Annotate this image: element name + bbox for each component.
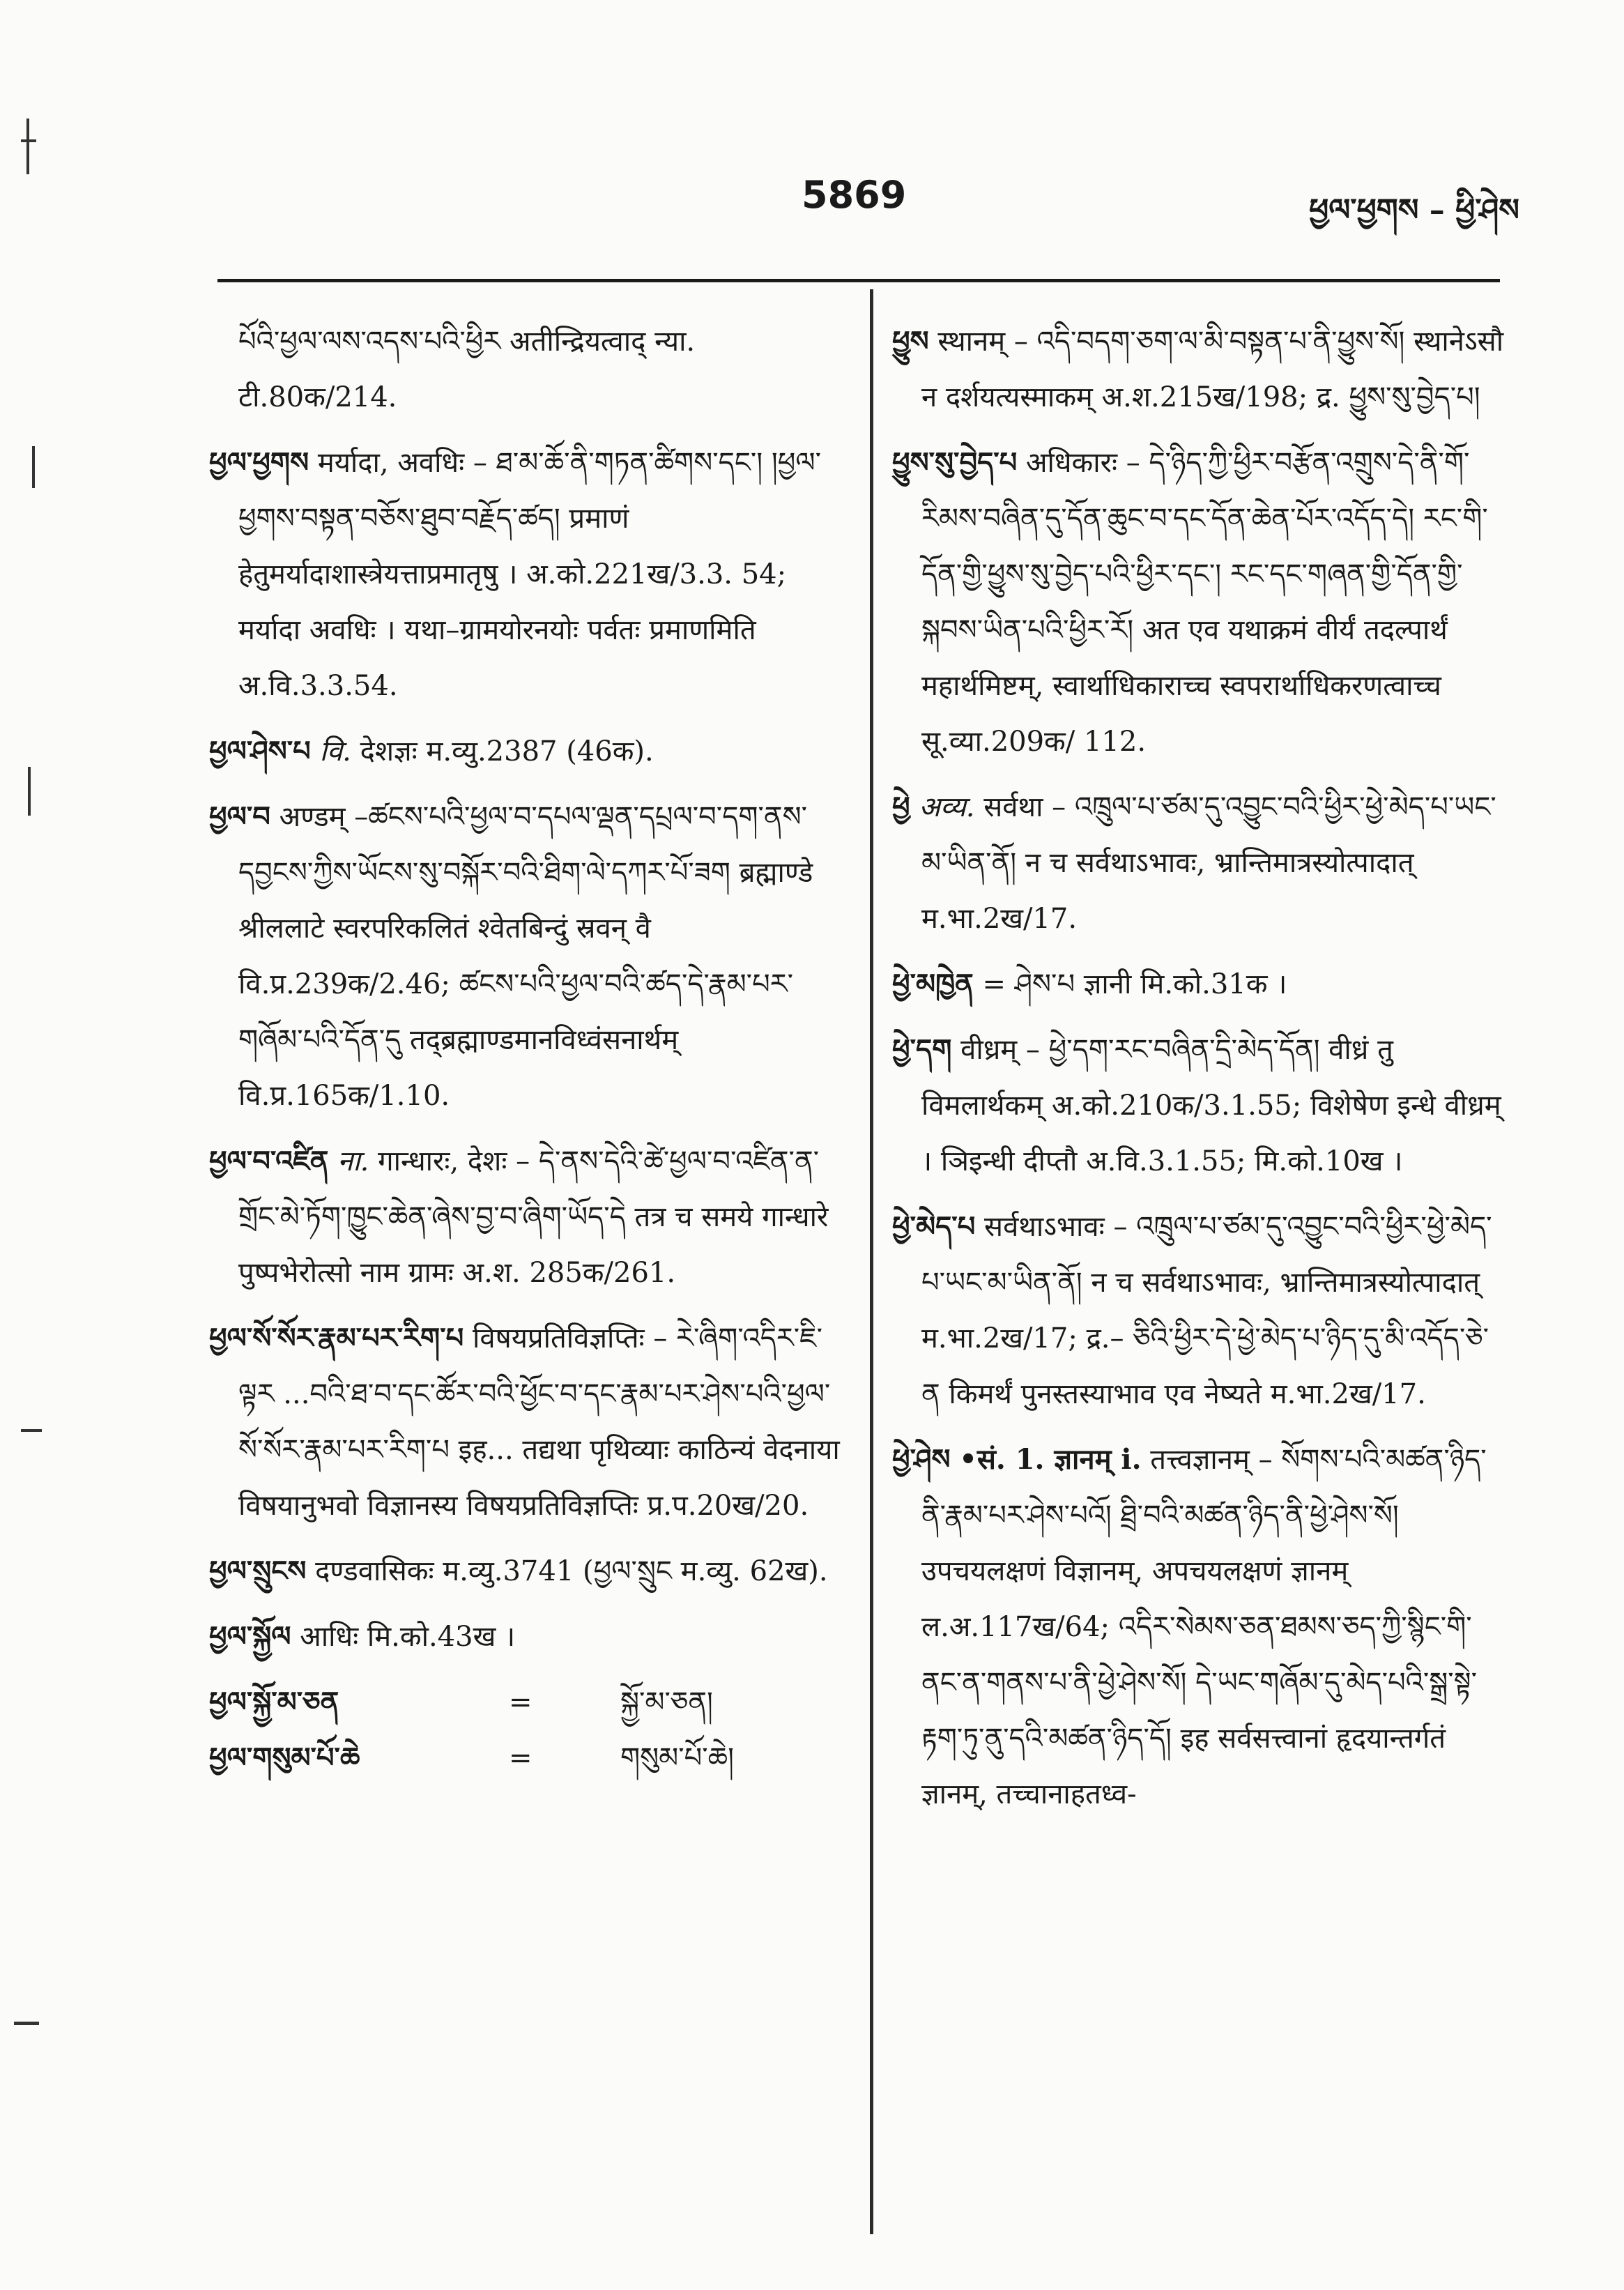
headword: ཕྱུས་སུ་བྱེད་པ — [892, 446, 1018, 479]
cross-reference — [209, 1674, 840, 1730]
header-rule — [217, 279, 1500, 282]
entry-body: वीध्रम् – ཕྱེ་དག་རང་བཞིན་དྲི་མེད་དོན། वीध्रं तु विमलार्थकम् अ.को.210क/3.1.55; विशेषेण इन्धे वीध्रम् । ञिइन्धी दीप्तौ अ.वि.3.1.55; मि.को.10ख । — [921, 1034, 1501, 1177]
entry-body: सर्वथाऽभावः – འཁྲུལ་པ་ཙམ་དུ་འབྱུང་བའི་ཕྱིར་ཕྱེ་མེད་པ་ཡང་མ་ཡིན་ནོ། न च सर्वथाऽभावः, भ्रान्तिमात्रस्योत्पादात् म.भा.2ख/17; द्र.– ཅིའི་ཕྱིར་དེ་ཕྱེ་མེད་པ་ཉིད་དུ་མི་འདོད་ཅེ་ན किमर्थं पुनस्तस्याभाव एव नेष्यते म.भा.2ख/17. — [921, 1211, 1492, 1410]
entry-body: विषयप्रतिविज्ञप्तिः – རེ་ཞིག་འདིར་ཇི་ལྟར ...བའི་ཐ་བ་དང་ཚོར་བའི་ཕྱོང་བ་དང་རྣམ་པར་ཤེས་པའི་ཕྱལ་སོ་སོར་རྣམ་པར་རིག་པ इह... तद्यथा पृथिव्याः काठिन्यं वेदनाया विषयानुभवो विज्ञानस्य विषयप्रतिविज्ञप्तिः प्र.प.20ख/20. — [238, 1322, 840, 1522]
sense-label: •सं. 1. ज्ञानम् i. — [959, 1443, 1142, 1476]
entry-body: अधिकारः – དེ་ཉིད་ཀྱི་ཕྱིར་བརྩོན་འགྲུས་དེ་ནི་གོ་རིམས་བཞིན་དུ་དོན་ཆུང་བ་དང་དོན་ཆེན་པོར་འདོད་དེ། རང་གི་དོན་གྱི་ཕྱུས་སུ་བྱེད་པའི་ཕྱིར་དང་། རང་དང་གཞན་གྱི་དོན་གྱི་སྐབས་ཡིན་པའི་ཕྱིར་རོ། अत एव यथाक्रमं वीर्यं तदल्पार्थं महार्थमिष्टम्, स्वार्थाधिकाराच्च स्वपरार्थाधिकरणत्वाच्च सू.व्या.209क/ 112. — [921, 447, 1488, 758]
xref-term: ཕྱལ་སྐྱོ་མ་ཅན — [209, 1686, 339, 1718]
headword: ཕྱལ་ཕྱགས — [209, 446, 309, 479]
entry-continuation: པོའི་ཕྱལ་ལས་འདས་པའི་ཕྱིར अतीन्द्रियत्वाद् न्या. टी.80क/214. — [238, 326, 696, 413]
xref-equals: = — [509, 1686, 533, 1718]
entry-body: देशज्ञः म.व्यु.2387 (46क). — [360, 735, 654, 768]
scan-mark — [28, 767, 31, 816]
entry-body: तत्त्वज्ञानम् – སོགས་པའི་མཚན་ཉིད་ནི་རྣམ་པར་ཤེས་པའོ། ཐྲི་བའི་མཚན་ཉིད་ནི་ཕྱེ་ཤེས་སོ། उपचयलक्षणं विज्ञानम्, अपचयलक्षणं ज्ञानम् ल.अ.117ख/64; འདིར་སེམས་ཅན་ཐམས་ཅད་ཀྱི་སྙིང་གི་ནང་ན་གནས་པ་ནི་ཕྱེ་ཤེས་སོ། དེ་ཡང་གཞོམ་དུ་མེད་པའི་སྒྲ་སྟེ་རྟག་ཏུ་ནུ་དའི་མཚན་ཉིད་དོ། इह सर्वसत्त्वानां हृदयान्तर्गतं ज्ञानम्, तच्चानाहतध्व- — [921, 1444, 1487, 1810]
dictionary-entry — [892, 435, 1506, 770]
running-head: ཕྱལ་ཕྱགས – ཕྱི་ཤེས — [1309, 192, 1519, 228]
headword: ཕྱལ་སྐྱོལ — [209, 1620, 291, 1653]
dictionary-entry — [209, 724, 840, 779]
headword: ཕྱུས — [892, 325, 929, 358]
dictionary-entry — [209, 1311, 840, 1534]
dictionary-entry — [892, 1199, 1506, 1422]
grammar-label: अव्य. — [919, 791, 975, 823]
headword: ཕྱལ་སོ་སོར་རྣམ་པར་རིག་པ — [209, 1322, 464, 1354]
scan-mark — [26, 119, 29, 174]
entry-body: आधिः मि.को.43ख । — [300, 1621, 516, 1653]
headword: ཕྱེ་དག — [892, 1033, 952, 1066]
scan-mark — [32, 446, 35, 488]
headword: ཕྱལ་ཤེས་པ — [209, 735, 311, 768]
dictionary-entry — [892, 1432, 1506, 1822]
headword: ཕྱལ་སྲུངས — [209, 1555, 307, 1587]
headword: ཕྱེ་ཤེས — [892, 1443, 951, 1476]
entry-body: = ཤེས་པ ज्ञानी मि.को.31क । — [982, 968, 1287, 1000]
dictionary-entry — [892, 779, 1506, 947]
headword: ཕྱེ་མེད་པ — [892, 1210, 976, 1243]
page-number: 5869 — [802, 173, 907, 217]
grammar-label: वि. — [319, 735, 351, 768]
scan-mark — [14, 2022, 39, 2025]
dictionary-entry — [892, 314, 1506, 425]
entry-body: मर्यादा, अवधिः – ཐ་མ་ཆོ་ནི་གཏན་ཚིགས་དང་། །ཕྱལ་ཕྱགས་བསྟན་བཅོས་ཐུབ་བརྗོད་ཚད། प्रमाणं हेतुमर्यादाशास्त्रेयत्ताप्रमातृषु । अ.को.221ख/3.3. 54; मर्यादा अवधिः । यथा–ग्रामयोरनयोः पर्वतः प्रमाणमिति अ.वि.3.3.54. — [238, 447, 821, 702]
headword: ཕྱལ་བ་འཛིན — [209, 1145, 329, 1177]
dictionary-entry — [892, 956, 1506, 1012]
dictionary-entry — [209, 789, 840, 1124]
entry-body: गान्धारः, देशः – དེ་ནས་དེའི་ཚེ་ཕྱལ་བ་འཛིན་ན་གྲོང་མེ་ཏོག་ཁྱུང་ཆེན་ཞེས་བྱ་བ་ཞིག་ཡོད་དེ तत्र च समये गान्धारे पुष्पभेरोत्सो नाम ग्रामः अ.श. 285क/261. — [238, 1145, 829, 1289]
xref-target: སྐྱོ་མ་ཅན། — [620, 1686, 713, 1718]
headword: ཕྱེ — [892, 791, 910, 823]
xref-target: གསུམ་པོ་ཆེ། — [620, 1742, 735, 1774]
headword: ཕྱལ་བ — [209, 800, 270, 833]
scan-mark — [21, 1429, 42, 1432]
dictionary-entry — [892, 1022, 1506, 1189]
dictionary-entry — [209, 1133, 840, 1301]
dictionary-entry — [209, 1609, 840, 1665]
column-divider — [870, 289, 873, 2234]
dictionary-entry — [209, 1543, 840, 1599]
grammar-label: ना. — [337, 1145, 369, 1177]
scan-mark — [21, 139, 36, 142]
entry-body: दण्डवासिकः म.व्यु.3741 (ཕྱལ་སྲུང म.व्यु. 62ख). — [315, 1555, 828, 1587]
entry-body: स्थानम् – འདི་བདག་ཅག་ལ་མི་བསྟན་པ་ནི་ཕྱུས་སོ། स्थानेऽसौ न दर्शयत्यस्माकम् अ.श.215ख/198; द्र. ཕྱུས་སུ་བྱེད་པ། — [921, 326, 1504, 413]
xref-equals: = — [509, 1742, 533, 1774]
xref-term: ཕྱལ་གསུམ་པོ་ཆེ — [209, 1741, 360, 1774]
left-column — [209, 314, 840, 1786]
headword: ཕྱེ་མཁྱེན — [892, 968, 974, 1000]
entry-body: सर्वथा – འཁྲུལ་པ་ཙམ་དུ་འབྱུང་བའི་ཕྱིར་ཕྱེ་མེད་པ་ཡང་མ་ཡིན་ནོ། न च सर्वथाऽभावः, भ्रान्तिमात्रस्योत्पादात् म.भा.2ख/17. — [921, 791, 1496, 935]
right-column — [892, 314, 1506, 1832]
dictionary-entry — [209, 435, 840, 714]
cross-reference — [209, 1730, 840, 1786]
entry-body: अण्डम् –ཚངས་པའི་ཕྱལ་བ་དཔལ་ལྡན་དཔྲལ་བ་དག་ནས་དབྱངས་ཀྱིས་ཡོངས་སུ་བསྐོར་བའི་ཐིག་ལེ་དཀར་པོ་ཟག ब्रह्माण्डे श्रीललाटे स्वरपरिकलितं श्वेतबिन्दुं स्रवन् वै वि.प्र.239क/2.46; ཚངས་པའི་ཕྱལ་བའི་ཚད་དེ་རྣམ་པར་གཞོམ་པའི་དོན་དུ तद्ब्रह्माण्डमानविध्वंसनार्थम् वि.प्र.165क/1.10. — [238, 801, 813, 1112]
